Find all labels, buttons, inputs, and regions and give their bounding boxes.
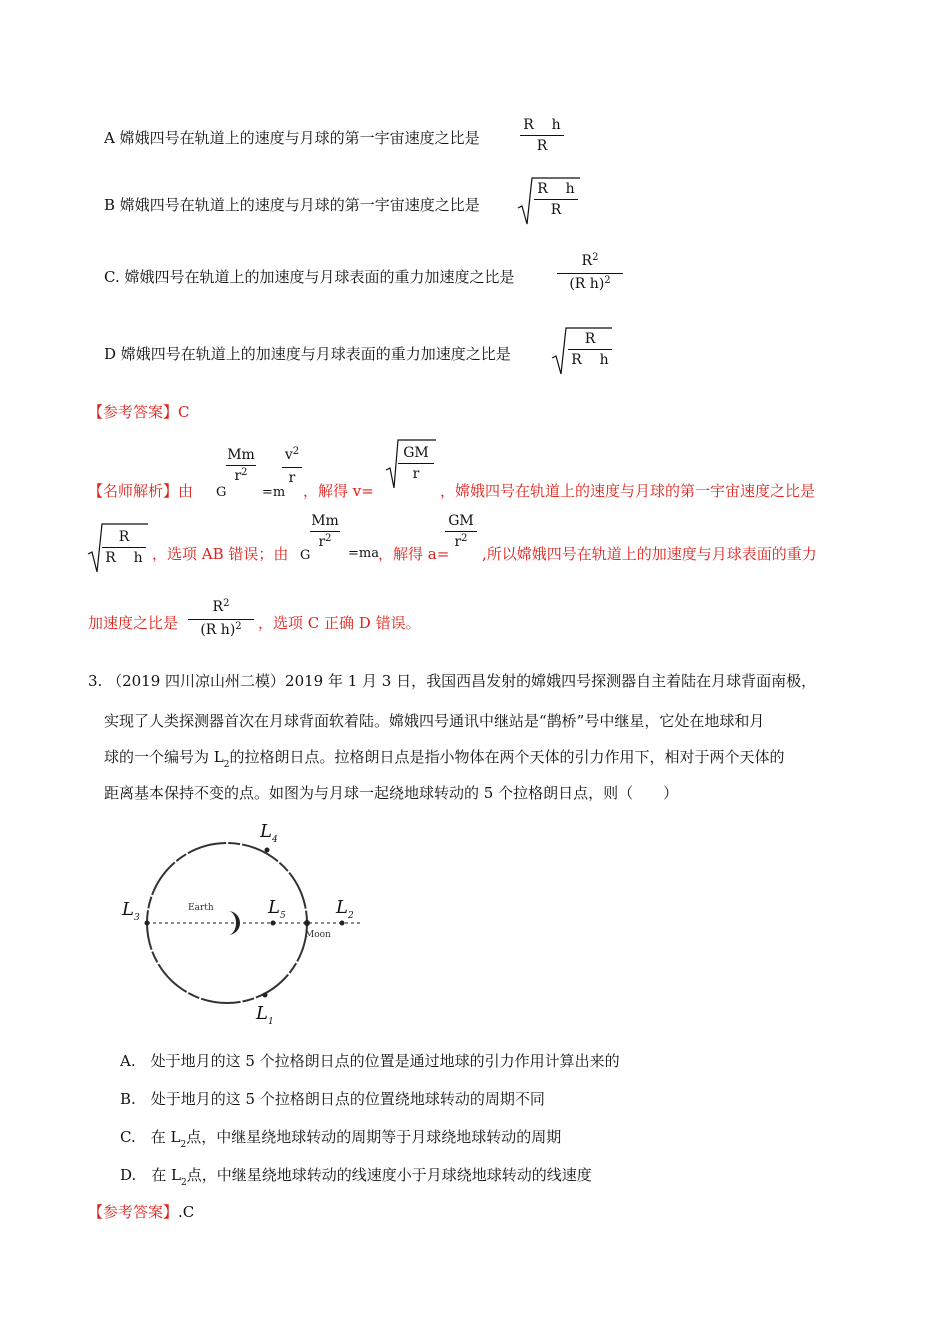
choice-d: D. 在 $L_2$点，中继星绕地球转动的线速度小于月球绕地球转动的线速度 — [120, 1166, 592, 1188]
analysis-jiede-a: ，解得 a= — [378, 545, 450, 563]
velocity-sqrt: GM r — [386, 440, 438, 490]
analysis-label: 【名师解析】由 — [88, 482, 194, 500]
option-c-fraction: $R^2$ (R h)$^2$ — [557, 252, 623, 295]
gravity-fraction-2: Mm $r^2$ — [311, 513, 339, 550]
label-l3: $L_3$ — [122, 899, 140, 923]
l5-dot — [271, 921, 276, 926]
answer2-value: .C — [178, 1203, 195, 1221]
centripetal-fraction: $v^2$ r — [282, 446, 302, 487]
g-symbol: G — [216, 485, 227, 500]
answer-label: 【参考答案】C — [88, 403, 190, 421]
label-moon: Moon — [305, 930, 331, 940]
answer2-label: 【参考答案】 — [88, 1203, 179, 1221]
frac-num: R h — [523, 117, 561, 133]
analysis-line2-a: ，选项 AB 错误；由 — [152, 545, 289, 563]
analysis-line3-b: ，选项 C 正确 D 错误。 — [258, 614, 421, 632]
q3-line4: 距离基本保持不变的点。如图为与月球一起绕地球转动的 5 个拉格朗日点，则（ ） — [104, 784, 679, 802]
label-l5: $L_5$ — [268, 897, 286, 921]
l2-dot — [340, 921, 345, 926]
analysis-jiede-v: ，解得 v= — [303, 482, 374, 500]
option-c-result-fraction: $R^2$ (R h)$^2$ — [188, 598, 254, 641]
choice-b: B. 处于地月的这 5 个拉格朗日点的位置绕地球转动的周期不同 — [120, 1090, 545, 1108]
label-l1: $L_1$ — [256, 1003, 274, 1027]
option-b — [104, 195, 480, 215]
lagrange-diagram — [110, 815, 380, 1040]
choice-a: A. 处于地月的这 5 个拉格朗日点的位置是通过地球的引力作用计算出来的 — [120, 1052, 620, 1070]
frac-den: R — [536, 138, 548, 154]
lagrange-diagram-svg — [110, 815, 380, 1040]
g-symbol-2: G — [300, 548, 311, 563]
ratio-sqrt: R R h — [88, 524, 150, 574]
option-b-text: B 嫦娥四号在轨道上的速度与月球的第一宇宙速度之比是 — [104, 196, 480, 214]
l4-dot — [265, 848, 270, 853]
option-c-text: C. 嫦娥四号在轨道上的加速度与月球表面的重力加速度之比是 — [104, 268, 515, 286]
label-l4: $L_4$ — [260, 821, 278, 845]
moon-dot — [304, 920, 310, 926]
answer2 — [88, 1197, 194, 1227]
analysis-ratio-text: ，嫦娥四号在轨道上的速度与月球的第一宇宙速度之比是 — [440, 482, 816, 500]
q3-line3: 球的一个编号为 $L_2$的拉格朗日点。拉格朗日点是指小物体在两个天体的引力作用下，相对于两个天体的 — [104, 748, 785, 770]
label-l2: $L_2$ — [336, 897, 354, 921]
q3-line1: 3. （2019 四川凉山州二模）2019 年 1 月 3 日，我国西昌发射的嫦娥四号探测器自主着陆在月球背面南极， — [88, 672, 817, 690]
option-d-text: D 嫦娥四号在轨道上的加速度与月球表面的重力加速度之比是 — [104, 345, 511, 363]
option-d-sqrt: R R h — [552, 328, 614, 376]
option-b-sqrt: R h R — [518, 178, 580, 226]
eq-m: =m — [262, 485, 286, 500]
option-a-fraction — [520, 116, 564, 155]
analysis-line2-b: ,所以嫦娥四号在轨道上的加速度与月球表面的重力 — [482, 545, 817, 563]
l3-dot — [145, 921, 150, 926]
analysis-line3-a: 加速度之比是 — [88, 614, 179, 632]
option-a-text: A 嫦娥四号在轨道上的速度与月球的第一宇宙速度之比是 — [104, 129, 480, 147]
eq-ma: =ma — [348, 546, 379, 561]
gravity-fraction: Mm $r^2$ — [227, 447, 255, 484]
acceleration-fraction: GM $r^2$ — [445, 512, 477, 553]
option-c — [104, 267, 514, 287]
label-earth: Earth — [188, 903, 214, 913]
option-d — [104, 344, 511, 364]
l1-dot — [263, 993, 268, 998]
option-a — [104, 128, 480, 148]
choice-c: C. 在 $L_2$点，中继星绕地球转动的周期等于月球绕地球转动的周期 — [120, 1128, 562, 1150]
q3-line2: 实现了人类探测器首次在月球背面软着陆。嫦娥四号通讯中继站是“鹊桥”号中继星，它处在地球和月 — [104, 712, 765, 730]
